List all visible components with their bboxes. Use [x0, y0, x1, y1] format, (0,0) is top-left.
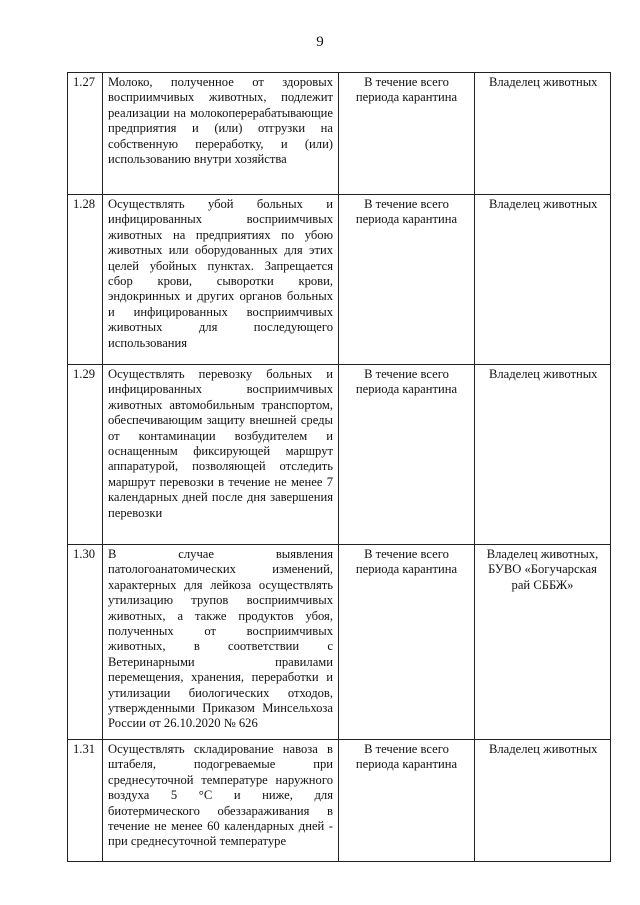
row-number: 1.28 — [68, 195, 103, 365]
responsible-text: Владелец животных — [475, 73, 611, 195]
row-number: 1.31 — [68, 740, 103, 862]
measure-text: Осуществлять перевозку больных и инфицированных восприимчивых животных автомобильным транспортом, обеспечивающим защиту внешней среды от контаминации возбудителем и оснащенным фиксирующей маршрут аппаратурой, позволяющей отследить маршрут перевозки в течение не менее 7 календарных дней после дня завершения перевозки — [103, 365, 339, 545]
term-text: В течение всего периода карантина — [339, 365, 475, 545]
term-text: В течение всего периода карантина — [339, 73, 475, 195]
measure-text: Осуществлять убой больных и инфицированных восприимчивых животных на предприятиях по убою животных или оборудованных для этих целей убойных пунктах. Запрещается сбор крови, сыворотки крови, эндокринных и других органов больных и инфицированных восприимчивых животных для последующего использования — [103, 195, 339, 365]
responsible-text: Владелец животных — [475, 740, 611, 862]
term-text: В течение всего периода карантина — [339, 195, 475, 365]
responsible-text: Владелец животных — [475, 365, 611, 545]
measure-text: В случае выявления патологоанатомических изменений, характерных для лейкоза осуществлять утилизацию трупов восприимчивых животных, а также продуктов убоя, полученных от восприимчивых животных, в соответствии с Ветеринарными правилами перемещения, хранения, переработки и утилизации биологических отходов, утвержденными Приказом Минсельхоза России от 26.10.2020 № 626 — [103, 545, 339, 740]
table-row — [68, 545, 611, 740]
table-row — [68, 740, 611, 862]
measure-text: Молоко, полученное от здоровых восприимчивых животных, подлежит реализации на молокоперерабатывающие предприятия и (или) отгрузки на собственную переработку, и (или) использованию внутри хозяйства — [103, 73, 339, 195]
measure-text: Осуществлять складирование навоза в штабеля, подогреваемые при среднесуточной температуре наружного воздуха 5 °С и ниже, для биотермического обеззараживания в течение не менее 60 календарных дней - при среднесуточной температуре — [103, 740, 339, 862]
responsible-text: Владелец животных — [475, 195, 611, 365]
table-row — [68, 195, 611, 365]
responsible-text: Владелец животных, БУВО «Богучарская рай СББЖ» — [475, 545, 611, 740]
measures-table — [67, 72, 611, 862]
table-row — [68, 73, 611, 195]
row-number: 1.30 — [68, 545, 103, 740]
row-number: 1.27 — [68, 73, 103, 195]
row-number: 1.29 — [68, 365, 103, 545]
page-number: 9 — [316, 34, 324, 50]
table-row — [68, 365, 611, 545]
term-text: В течение всего периода карантина — [339, 740, 475, 862]
term-text: В течение всего периода карантина — [339, 545, 475, 740]
